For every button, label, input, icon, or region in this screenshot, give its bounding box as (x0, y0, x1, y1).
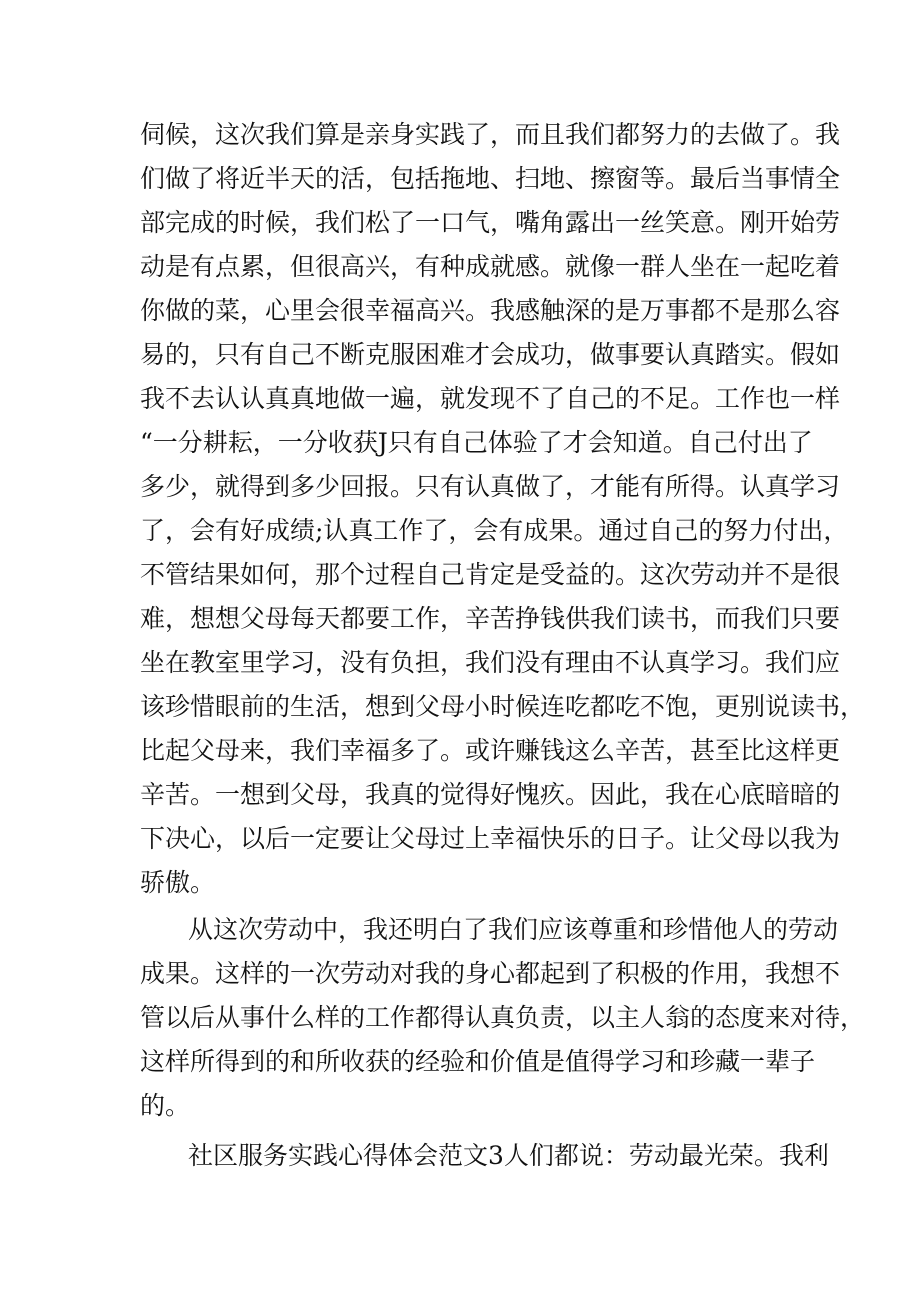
paragraph-1-line-5: 你做的菜，心里会很幸福高兴。我感触深的是万事都不是那么容 (140, 296, 841, 325)
paragraph-1-line-4: 动是有点累，但很高兴，有种成就感。就像一群人坐在一起吃着 (140, 252, 841, 281)
paragraph-1-line-16: 辛苦。一想到父母，我真的觉得好愧疚。因此，我在心底暗暗的 (140, 780, 841, 809)
paragraph-3-line-1: 社区服务实践心得体会范文3人们都说：劳动最光荣。我利 (188, 1141, 829, 1170)
paragraph-2-line-3: 管以后从事什么样的工作都得认真负责，以主人翁的态度来对待， (140, 1003, 866, 1032)
paragraph-2-line-1: 从这次劳动中，我还明白了我们应该尊重和珍惜他人的劳动 (188, 915, 839, 944)
paragraph-1-line-13: 坐在教室里学习，没有负担，我们没有理由不认真学习。我们应 (140, 648, 841, 677)
paragraph-1-line-2: 们做了将近半天的活，包括拖地、扫地、擦窗等。最后当事情全 (140, 164, 841, 193)
paragraph-1-line-1: 伺候，这次我们算是亲身实践了，而且我们都努力的去做了。我 (140, 120, 841, 149)
paragraph-1-line-14: 该珍惜眼前的生活，想到父母小时候连吃都吃不饱，更别说读书， (140, 692, 866, 721)
paragraph-2-line-2: 成果。这样的一次劳动对我的身心都起到了积极的作用，我想不 (140, 959, 841, 988)
paragraph-1-line-9: 多少，就得到多少回报。只有认真做了，才能有所得。认真学习 (140, 472, 841, 501)
paragraph-2-line-5: 的。 (140, 1091, 191, 1120)
paragraph-1-line-17: 下决心，以后一定要让父母过上幸福快乐的日子。让父母以我为 (140, 824, 841, 853)
paragraph-1-line-6: 易的，只有自己不断克服困难才会成功，做事要认真踏实。假如 (140, 340, 841, 369)
paragraph-1-line-11: 不管结果如何，那个过程自己肯定是受益的。这次劳动并不是很 (140, 560, 841, 589)
paragraph-1-line-3: 部完成的时候，我们松了一口气，嘴角露出一丝笑意。刚开始劳 (140, 208, 841, 237)
paragraph-1-line-10: 了，会有好成绩;认真工作了，会有成果。通过自己的努力付出， (140, 516, 849, 545)
paragraph-1-line-7: 我不去认认真真地做一遍，就发现不了自己的不足。工作也一样 (140, 384, 841, 413)
paragraph-1-line-12: 难，想想父母每天都要工作，辛苦挣钱供我们读书，而我们只要 (140, 604, 841, 633)
paragraph-1-line-15: 比起父母来，我们幸福多了。或许赚钱这么辛苦，甚至比这样更 (140, 736, 841, 765)
paragraph-1-line-18: 骄傲。 (140, 868, 216, 897)
paragraph-1-line-8: “一分耕耘，一分收获J只有自己体验了才会知道。自己付出了 (140, 428, 813, 457)
paragraph-2-line-4: 这样所得到的和所收获的经验和价值是值得学习和珍藏一辈子 (140, 1047, 816, 1076)
